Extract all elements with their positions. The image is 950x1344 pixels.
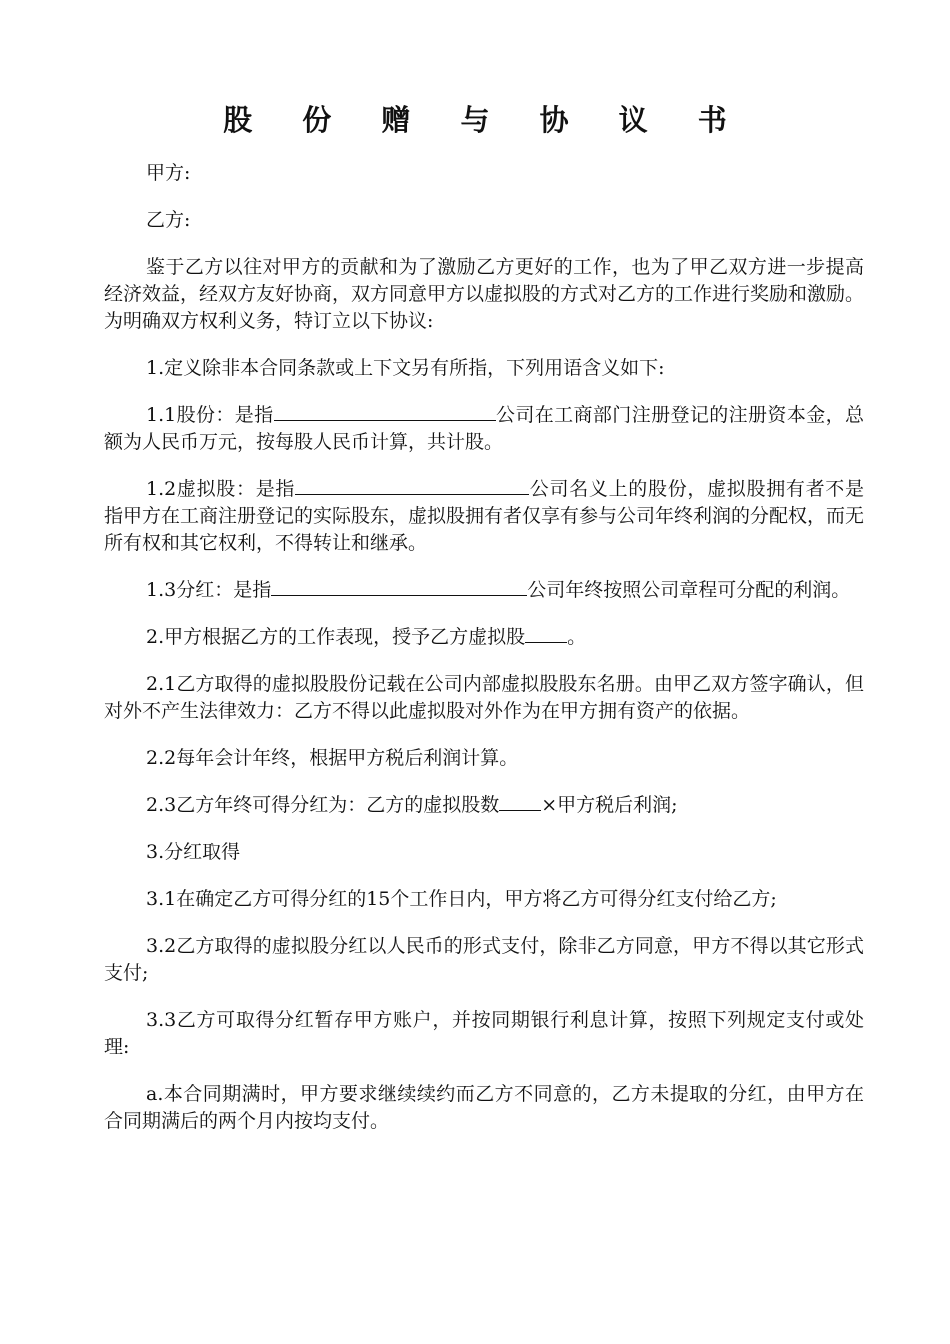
party-b-line: 乙方: — [146, 209, 191, 231]
section-2-pre: 2.甲方根据乙方的工作表现，授予乙方虚拟股 — [146, 626, 526, 648]
intro-paragraph: 鉴于乙方以往对甲方的贡献和为了激励乙方更好的工作，也为了甲乙双方进一步提高经济效益，经双方友好协商，双方同意甲方以虚拟股的方式对乙方的工作进行奖励和激励。为明确双方权利义务，特订立以下协议: — [104, 256, 865, 332]
section-1-1 — [104, 402, 864, 456]
section-1-2-post: 公司名义上的股份，虚拟股拥有者不是指甲方在工商注册登记的实际股东，虚拟股拥有者仅享有参与公司年终利润的分配权，而无所有权和其它权利，不得转让和继承。 — [104, 478, 865, 554]
section-1-3-pre: 1.3分红：是指 — [146, 579, 272, 601]
section-1-2-pre: 1.2虚拟股：是指 — [146, 478, 296, 500]
section-2-1: 2.1乙方取得的虚拟股股份记载在公司内部虚拟股股东名册。由甲乙双方签字确认，但对外不产生法律效力：乙方不得以此虚拟股对外作为在甲方拥有资产的依据。 — [104, 673, 864, 722]
section-1-3-post: 公司年终按照公司章程可分配的利润。 — [527, 579, 851, 601]
section-1-2 — [104, 476, 864, 557]
company-name-blank[interactable] — [274, 402, 496, 421]
section-2-2: 2.2每年会计年终，根据甲方税后利润计算。 — [146, 747, 519, 769]
share-count-blank[interactable] — [525, 624, 567, 643]
company-name-blank[interactable] — [271, 577, 527, 596]
section-2-3-pre: 2.3乙方年终可得分红为：乙方的虚拟股数 — [146, 794, 500, 816]
section-3-2: 3.2乙方取得的虚拟股分红以人民币的形式支付，除非乙方同意，甲方不得以其它形式支付; — [104, 935, 864, 984]
section-3: 3.分红取得 — [146, 841, 241, 863]
section-3-a: a.本合同期满时，甲方要求继续续约而乙方不同意的，乙方未提取的分红，由甲方在合同期满后的两个月内按均支付。 — [104, 1083, 864, 1132]
section-1-1-post: 公司在工商部门注册登记的注册资本金，总额为人民币万元，按每股人民币计算，共计股。 — [104, 404, 864, 453]
section-2-3 — [104, 792, 864, 819]
section-2-3-post: ×甲方税后利润; — [541, 794, 678, 816]
party-a-line: 甲方: — [146, 162, 191, 184]
document-title: 股 份 赠 与 协 议 书 — [223, 103, 747, 137]
share-count-blank[interactable] — [499, 792, 541, 811]
section-3-3: 3.3乙方可取得分红暂存甲方账户，并按同期银行利息计算，按照下列规定支付或处理: — [104, 1009, 864, 1058]
section-1-3 — [104, 577, 864, 604]
section-1-1-pre: 1.1股份：是指 — [146, 404, 274, 426]
company-name-blank[interactable] — [295, 476, 529, 495]
section-2-post: 。 — [567, 626, 587, 648]
section-3-1: 3.1在确定乙方可得分红的15个工作日内，甲方将乙方可得分红支付给乙方; — [146, 888, 777, 910]
document-body — [104, 160, 864, 1155]
section-2 — [104, 624, 864, 651]
section-1: 1.定义除非本合同条款或上下文另有所指，下列用语含义如下: — [146, 357, 665, 379]
